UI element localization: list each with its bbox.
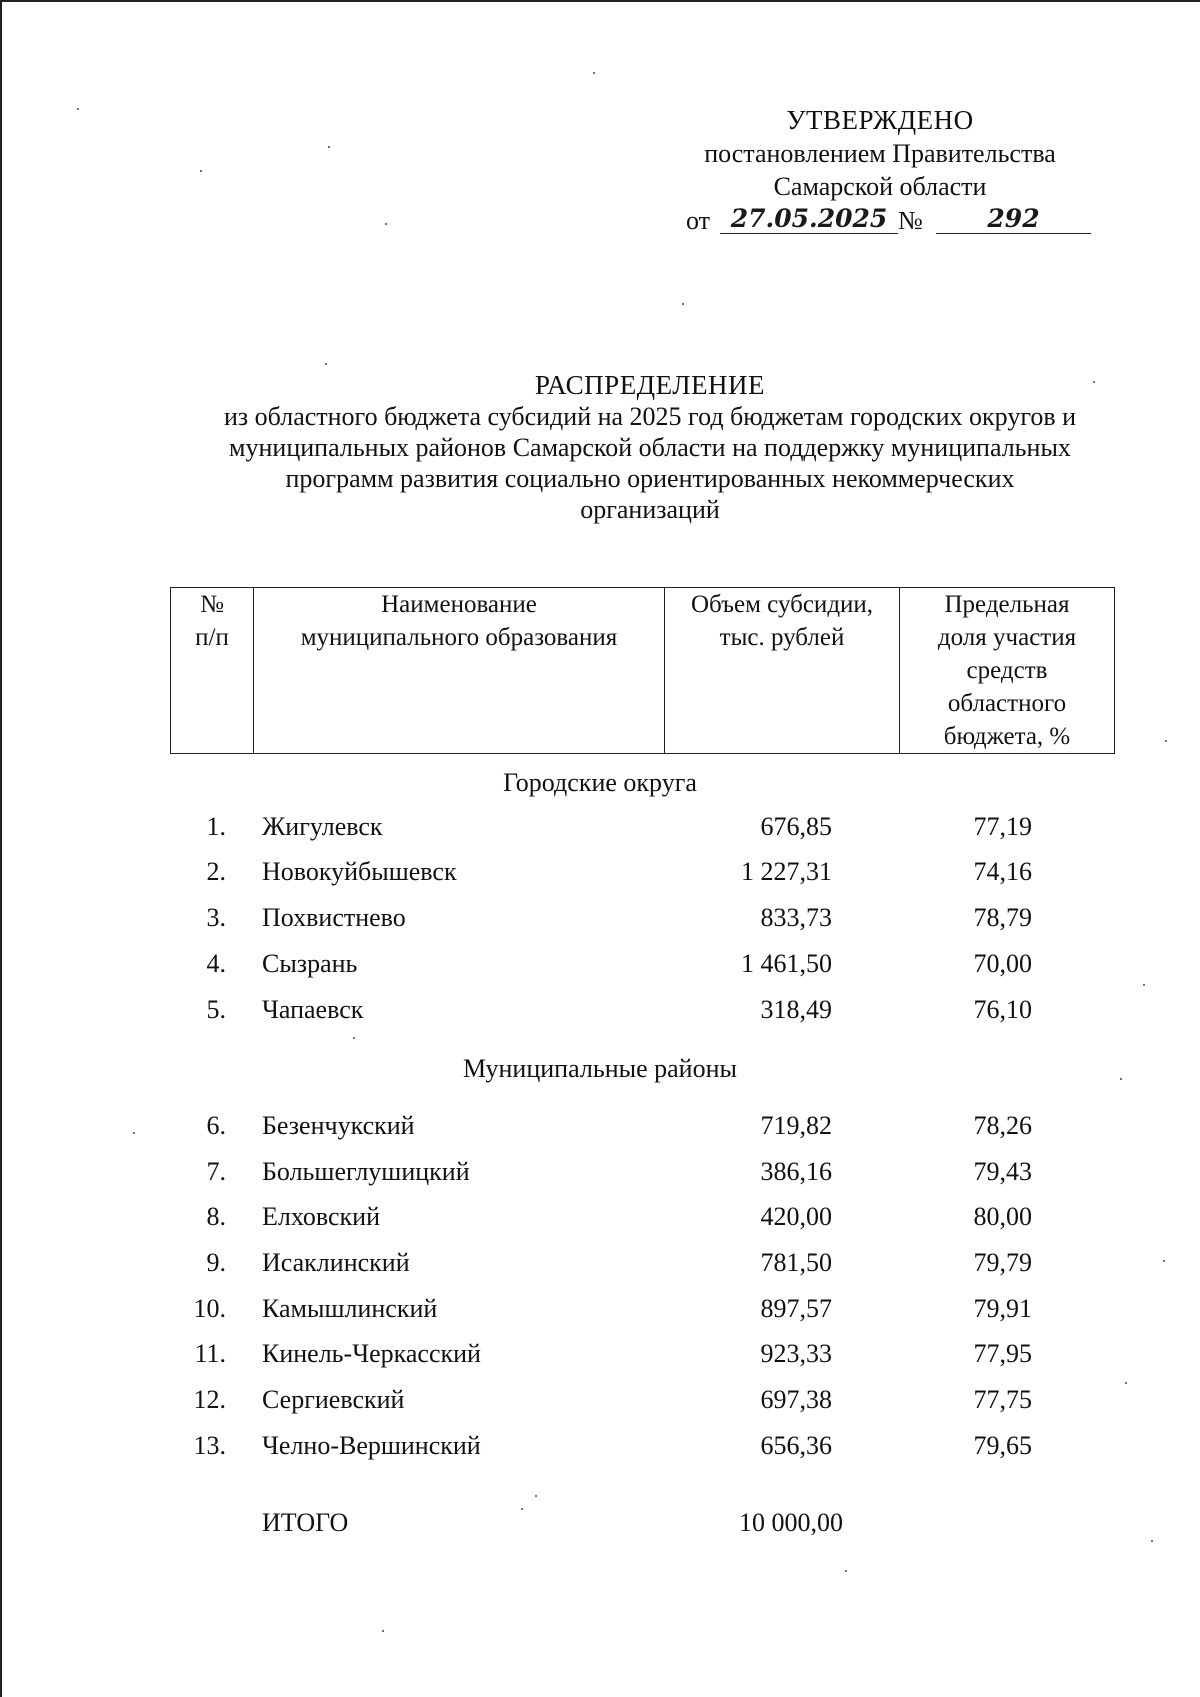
title-line: муниципальных районов Самарской области на поддержку муниципальных (229, 433, 1071, 462)
header-cell-name: Наименование муниципального образования (254, 588, 665, 754)
row-share: 79,43 (973, 1157, 1032, 1186)
approval-line: постановлением Правительства (704, 139, 1056, 168)
row-name: Сызрань (262, 949, 358, 978)
section-title: Муниципальные районы (463, 1054, 737, 1083)
row-amount: 697,38 (760, 1385, 832, 1414)
row-share: 74,16 (973, 857, 1032, 886)
row-amount: 318,49 (760, 995, 832, 1024)
date-prefix: от (686, 206, 711, 235)
row-share: 80,00 (973, 1202, 1032, 1231)
total-row (0, 1508, 1200, 1548)
row-amount: 1 461,50 (741, 949, 832, 978)
table-row (0, 1339, 1200, 1379)
header-cell-amount: Объем субсидии, тыс. рублей (665, 588, 900, 754)
row-number: 6. (206, 1111, 226, 1140)
row-amount: 386,16 (760, 1157, 832, 1186)
document-title (150, 370, 1150, 525)
row-share: 78,79 (973, 903, 1032, 932)
table-row (0, 1294, 1200, 1334)
row-number: 9. (206, 1248, 226, 1277)
row-amount: 781,50 (760, 1248, 832, 1277)
table-row (0, 1431, 1200, 1471)
row-name: Камышлинский (262, 1294, 438, 1323)
row-number: 1. (206, 812, 226, 841)
table-row (0, 949, 1200, 989)
row-amount: 420,00 (760, 1202, 832, 1231)
row-share: 79,65 (973, 1431, 1032, 1460)
handwritten-number: 292 (936, 204, 1091, 234)
header-cell-number: № п/п (171, 588, 254, 754)
approval-line: Самарской области (773, 172, 987, 201)
table-row (0, 812, 1200, 852)
row-share: 77,19 (973, 812, 1032, 841)
table-row (0, 1248, 1200, 1288)
row-share: 77,75 (973, 1385, 1032, 1414)
row-name: Елховский (262, 1202, 380, 1231)
row-name: Новокуйбышевск (262, 857, 457, 886)
row-number: 7. (206, 1157, 226, 1186)
row-name: Похвистнево (262, 903, 406, 932)
row-name: Сергиевский (262, 1385, 405, 1414)
table-row (0, 857, 1200, 897)
row-number: 12. (193, 1385, 226, 1414)
row-name: Чапаевск (262, 995, 364, 1024)
row-name: Исаклинский (262, 1248, 410, 1277)
approval-block (680, 104, 1080, 203)
total-label: ИТОГО (262, 1508, 349, 1537)
row-number: 10. (193, 1294, 226, 1323)
table-row (0, 903, 1200, 943)
table-header (170, 587, 1115, 754)
row-number: 5. (206, 995, 226, 1024)
row-name: Жигулевск (262, 812, 383, 841)
handwritten-date: 27.05.2025 (720, 204, 898, 234)
row-number: 13. (193, 1431, 226, 1460)
row-name: Безенчукский (262, 1111, 415, 1140)
row-name: Челно-Вершинский (262, 1431, 481, 1460)
row-number: 8. (206, 1202, 226, 1231)
row-share: 79,79 (973, 1248, 1032, 1277)
row-share: 70,00 (973, 949, 1032, 978)
row-number: 11. (194, 1339, 226, 1368)
title-line: из областного бюджета субсидий на 2025 год бюджетам городских округов и (223, 402, 1077, 431)
table-row (0, 1385, 1200, 1425)
table-row (0, 995, 1200, 1035)
row-name: Большеглушицкий (262, 1157, 470, 1186)
number-prefix: № (898, 206, 923, 235)
row-amount: 897,57 (760, 1294, 832, 1323)
total-amount: 10 000,00 (739, 1508, 843, 1537)
row-amount: 833,73 (760, 903, 832, 932)
page-edge-top (0, 0, 1200, 2)
row-amount: 676,85 (760, 812, 832, 841)
row-number: 2. (206, 857, 226, 886)
table-row (0, 1157, 1200, 1197)
table-row (0, 1111, 1200, 1151)
title-line: организаций (580, 495, 720, 524)
section-title: Городские округа (503, 768, 697, 797)
row-number: 3. (206, 903, 226, 932)
row-amount: 923,33 (760, 1339, 832, 1368)
title-line: программ развития социально ориентированных некоммерческих (285, 464, 1015, 493)
header-cell-share: Предельная доля участия средств областного бюджета, % (900, 588, 1115, 754)
document-heading: РАСПРЕДЕЛЕНИЕ (534, 370, 766, 400)
row-share: 76,10 (973, 995, 1032, 1024)
row-amount: 656,36 (760, 1431, 832, 1460)
approval-heading: УТВЕРЖДЕНО (786, 105, 974, 135)
approval-date-number-line (686, 200, 1086, 240)
row-share: 78,26 (973, 1111, 1032, 1140)
row-share: 77,95 (973, 1339, 1032, 1368)
table-row (0, 1202, 1200, 1242)
row-share: 79,91 (973, 1294, 1032, 1323)
row-number: 4. (206, 949, 226, 978)
row-amount: 719,82 (760, 1111, 832, 1140)
row-name: Кинель-Черкасский (262, 1339, 481, 1368)
row-amount: 1 227,31 (741, 857, 832, 886)
